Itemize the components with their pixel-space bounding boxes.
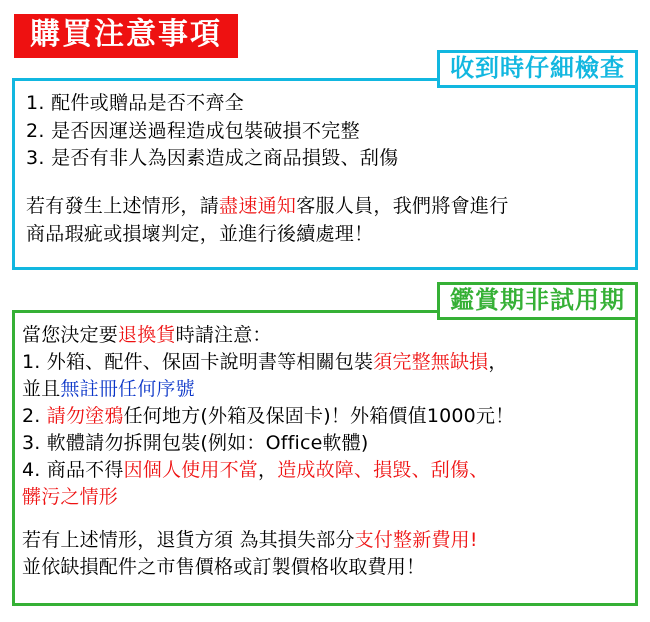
- item-1-line-2-highlight: 無註冊任何序號: [60, 377, 195, 400]
- list-item-4-line-1: [22, 457, 636, 484]
- intro-part-1: 當您決定要: [22, 324, 119, 346]
- list-item: 3. 是否有非人為因素造成之商品損毀、刮傷: [26, 147, 399, 170]
- item-2-prefix: 2.: [22, 404, 47, 427]
- note-text-part-1: 若有發生上述情形，請: [26, 195, 220, 218]
- list-item-3: 3. 軟體請勿拆開包裝(例如：Office軟體): [22, 431, 369, 454]
- section-1-body: [26, 90, 632, 249]
- item-1-part-1: 1. 外箱、配件、保固卡說明書等相關包裝: [22, 350, 374, 373]
- footer-highlight: 支付整新費用!: [354, 528, 478, 551]
- item-2-highlight: 請勿塗鴉: [46, 404, 124, 427]
- note-text-part-2: 客服人員，我們將會進行: [296, 195, 509, 218]
- list-item-1-line-2: [22, 376, 636, 403]
- item-4-highlight-1: 因個人使用不當: [123, 458, 258, 481]
- item-1-part-2: ，: [488, 350, 508, 373]
- footer-part-1: 若有上述情形，退貨方須 為其損失部分: [22, 528, 355, 551]
- intro-highlight: 退換貨: [118, 324, 176, 346]
- note-highlight: 盡速通知: [219, 195, 297, 218]
- spacer: [26, 173, 632, 193]
- list-item: 2. 是否因運送過程造成包裝破損不完整: [26, 119, 360, 142]
- item-4-middle: ，: [257, 458, 278, 481]
- item-4-highlight-2: 造成故障、損毀、刮傷、: [277, 458, 489, 481]
- section-1-note-line-2: 商品瑕疵或損壞判定，並進行後續處理！: [26, 222, 374, 245]
- section-2-body: [22, 322, 636, 581]
- section-2-footer-line-1: [22, 527, 636, 554]
- section-1-header: 收到時仔細檢查: [437, 50, 638, 88]
- section-2-intro: [22, 322, 636, 349]
- item-1-highlight-1: 須完整無缺損: [373, 350, 489, 373]
- item-4-prefix: 4. 商品不得: [22, 458, 124, 481]
- list-item-2: [22, 403, 636, 430]
- spacer: [22, 511, 636, 527]
- intro-part-2: 時請注意：: [175, 324, 272, 346]
- item-2-suffix: 任何地方(外箱及保固卡)！外箱價值1000元！: [123, 404, 515, 427]
- list-item-1-line-1: [22, 349, 636, 376]
- page-title: 購買注意事項: [14, 14, 238, 58]
- section-2-footer-line-2: 並依缺損配件之市售價格或訂製價格收取費用！: [22, 555, 426, 578]
- section-2-header: 鑑賞期非試用期: [437, 282, 638, 320]
- list-item: 1. 配件或贈品是否不齊全: [26, 92, 245, 114]
- section-1-note-line-1: [26, 193, 632, 221]
- list-item-4-line-2: 髒污之情形: [22, 485, 119, 508]
- item-1-line-2-part-1: 並且: [22, 377, 61, 400]
